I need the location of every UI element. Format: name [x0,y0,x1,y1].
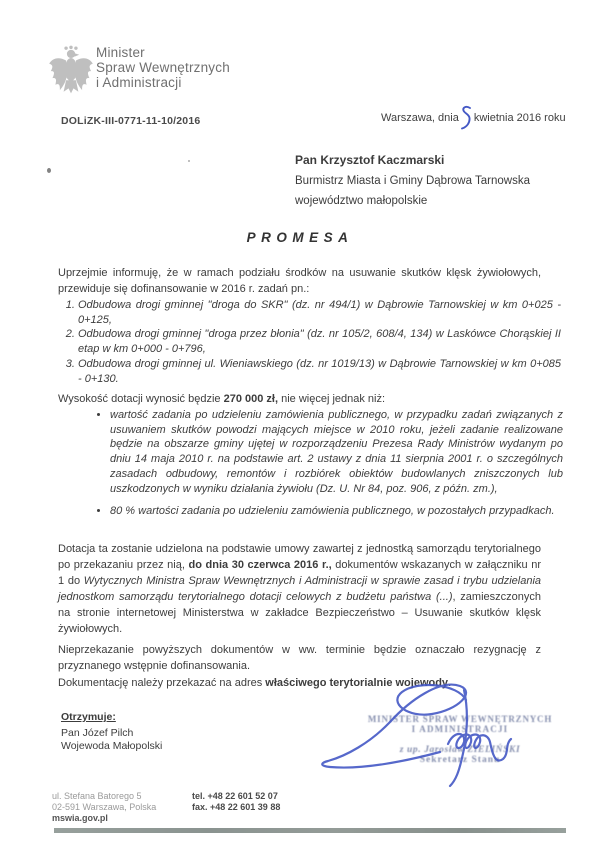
agreement-seg-1: Dotacja ta zostanie udzielona na podstawie umowy zawartej z jednostką samorządu terytorialnego po przekazaniu przez nią, [58,543,541,571]
footer-contact [192,791,280,813]
ministry-line-3: i Administracji [96,75,182,90]
agreement-seg-5: , zamieszczonych na stronie internetowej Ministerstwa w zakładce Bezpieczeństwo – Usuwanie skutków klęsk żywiołowych. [58,590,541,635]
conditions-list [88,408,563,519]
agreement-paragraph [58,542,541,637]
intro-paragraph: Uprzejmie informuję, że w ramach podziału środków na usuwanie skutków klęsk żywiołowych, przewiduje się dofinansowanie w 2016 r. zadań pn.: [58,267,541,295]
grant-pre: Wysokość dotacji wynosić będzie [58,393,224,405]
ministry-name [96,45,230,90]
ink-speck [188,160,190,162]
stamp-signer-name: z up. Jarosław ZIELIŃSKI [399,745,521,755]
footer-fax: fax. +48 22 601 39 88 [192,802,281,813]
document-title: PROMESA [246,230,354,245]
task-item-2: 2. Odbudowa drogi gminnej "droga przez błonia" (dz. nr 105/2, 608/4, 134) w Laskówce Chorąskiej II etap w km 0+000 - 0+796, [78,327,561,356]
date-suffix: kwietnia 2016 roku [473,112,566,124]
handwritten-signature [318,680,590,798]
warning-paragraph: Nieprzekazanie powyższych dokumentów w ww. terminie będzie oznaczało rezygnację z przyznanego wstępnie dofinansowania. [58,644,541,672]
condition-item-2: • 80 % wartości zadania po udzieleniu zamówienia publicznego, w pozostałych przypadkach. [110,504,563,519]
agreement-deadline: do dnia 30 czerwca 2016 r., [188,558,332,571]
distribution-recipient-name: Pan Józef Pilch [61,726,134,739]
grant-post: nie więcej jednak niż: [278,393,386,405]
addressee-position: Burmistrz Miasta i Gminy Dąbrowa Tarnowska [295,174,530,187]
stamp-signer-title: Sekretarz Stanu [419,755,501,765]
polish-eagle-emblem-icon [48,44,94,100]
reference-number: DOLiZK-III-0771-11-10/2016 [61,115,201,127]
docs-post: . [448,677,452,689]
docs-recipient: właściwego terytorialnie wojewody [265,677,449,689]
distribution-recipient-title: Wojewoda Małopolski [61,740,163,752]
footer-city: 02-591 Warszawa, Polska [52,802,157,813]
addressee-block [295,150,530,212]
condition-item-1: • wartość zadania po udzieleniu zamówienia publicznego, w przypadku zadań związanych z usuwaniem skutków powodzi mających miejsce w 2010 roku, jeżeli zadanie realizowane będzie na obszarze gminy ujętej w rozporządzeniu Prezesa Rady Ministrów wydanym po dniu 14 maja 2010 r. na podstawie art. 2 ustawy z dnia 11 sierpnia 2001 r. o szczególnych zasadach odbudowy, remontów i rozbiórek obiektów budowlanych zniszczonych lub uszkodzonych w wyniku działania żywiołu (Dz. U. Nr 84, poz. 906, z późn. zm.), [110,408,563,496]
footer-phone: tel. +48 22 601 52 07 [192,791,278,801]
addressee-region: województwo małopolskie [295,195,428,207]
distribution-heading: Otrzymuje: [61,711,116,723]
agreement-seg-3: dokumentów wskazanych w załączniku nr 1 do [58,558,541,587]
footer-divider-bar [54,828,566,833]
task-list [58,298,561,386]
docs-pre: Dokumentację należy przekazać na adres [58,677,266,689]
ink-speck [47,168,51,173]
stamp-line-1: MINISTER SPRAW WEWNĘTRZNYCH [367,714,553,724]
agreement-guidelines-title: Wytycznych Ministra Spraw Wewnętrznych i Administracji w sprawie zasad i trybu udzielania jednostkom samorządu terytorialnego dotacji celowych z budżetu państwa (...) [58,574,541,603]
ministry-line-2: Spraw Wewnętrznych [96,60,230,75]
date-line [381,112,566,124]
addressee-name: Pan Krzysztof Kaczmarski [295,153,445,167]
task-item-1: 1. Odbudowa drogi gminnej "droga do SKR" (dz. nr 494/1) w Dąbrowie Tarnowskiej w km 0+025 - 0+125, [78,298,561,327]
handwritten-day-mark [459,105,473,131]
distribution-block [61,711,162,754]
footer-street: ul. Stefana Batorego 5 [52,791,142,801]
grant-amount: 270 000 zł, [223,393,279,405]
task-item-3: 3. Odbudowa drogi gminnej ul. Wieniawskiego (dz. nr 1019/13) w Dąbrowie Tarnowskiej w km 0+085 - 0+130. [78,357,561,386]
ministry-line-1: Minister [96,45,145,60]
grant-amount-line [58,392,541,408]
stamp-line-2: I ADMINISTRACJI [411,724,509,734]
date-prefix: Warszawa, dnia [381,112,459,124]
footer-website: mswia.gov.pl [52,813,108,824]
footer-address [52,791,156,825]
